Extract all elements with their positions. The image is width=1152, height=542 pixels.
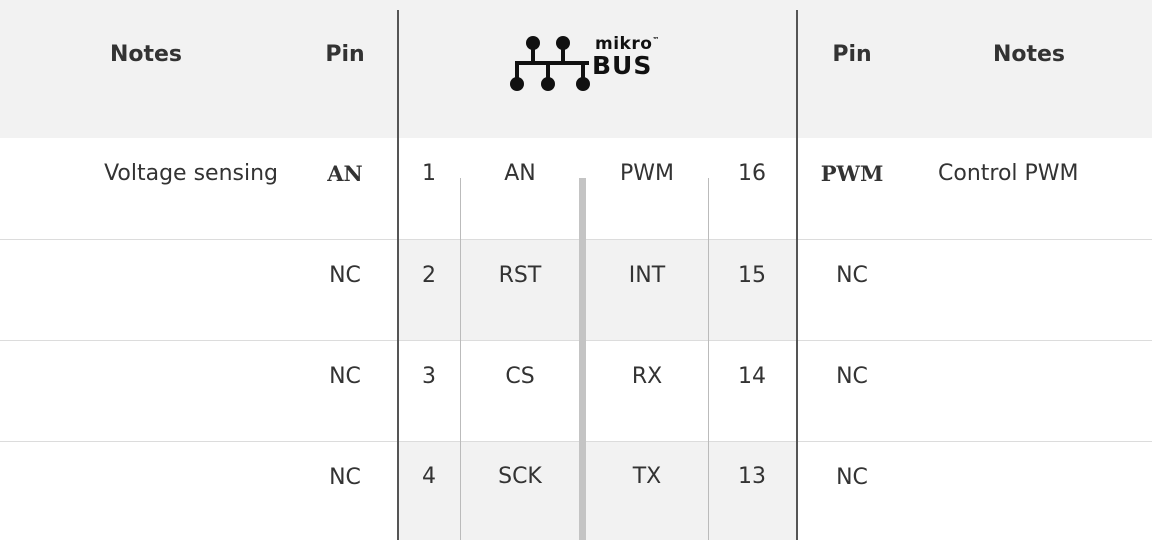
pin-number-right: 15 <box>708 240 796 340</box>
notes-right-cell <box>906 442 1152 542</box>
function-left: SCK <box>460 442 580 540</box>
pin-left-cell: NC <box>329 262 361 288</box>
pin-left-cell: NC <box>329 464 361 490</box>
pin-right-cell: PWM <box>820 160 884 186</box>
column-divider <box>460 178 461 540</box>
header-pin-left: Pin <box>325 41 365 67</box>
column-divider <box>796 10 798 540</box>
notes-left-cell <box>0 341 292 441</box>
row-divider <box>0 239 1152 240</box>
function-right: INT <box>586 240 708 340</box>
pin-number-left: 2 <box>398 240 460 340</box>
header-pin-right: Pin <box>832 41 872 67</box>
pin-number-left: 1 <box>422 160 436 186</box>
pin-left-cell: NC <box>329 363 361 389</box>
pin-right-cell: NC <box>836 363 868 389</box>
function-right: PWM <box>619 160 674 186</box>
pin-right-cell: NC <box>836 464 868 490</box>
pin-left-cell: AN <box>327 160 363 186</box>
mikrobus-center-divider <box>579 178 586 540</box>
pin-number-right: 13 <box>708 442 796 540</box>
function-left: RST <box>460 240 580 340</box>
notes-left-cell <box>0 240 292 340</box>
pin-number-left: 3 <box>422 363 436 389</box>
pin-right-cell: NC <box>836 262 868 288</box>
column-divider <box>397 10 399 540</box>
logo-text-mikro: mikro™ <box>595 34 660 54</box>
mikrobus-logo <box>508 34 678 94</box>
pin-number-right: 14 <box>738 363 766 389</box>
row-divider <box>0 340 1152 341</box>
function-right: RX <box>631 363 663 389</box>
header-notes-left: Notes <box>109 41 183 67</box>
function-right: TX <box>586 442 708 540</box>
notes-left-cell <box>0 442 292 542</box>
table-row <box>0 240 1152 340</box>
table-row <box>0 138 1152 238</box>
header-notes-right: Notes <box>992 41 1066 67</box>
column-divider <box>708 178 709 540</box>
row-divider <box>0 441 1152 442</box>
notes-right-cell: Control PWM <box>938 160 1079 186</box>
function-left: CS <box>505 363 535 389</box>
pin-number-right: 16 <box>738 160 766 186</box>
function-left: AN <box>504 160 536 186</box>
notes-right-cell <box>906 240 1152 340</box>
table-row <box>0 442 1152 540</box>
pin-number-left: 4 <box>398 442 460 540</box>
bus-connector-icon <box>508 34 592 94</box>
table-row <box>0 341 1152 441</box>
notes-left-cell: Voltage sensing <box>104 160 278 186</box>
logo-text-bus: BUS <box>592 51 653 80</box>
notes-right-cell <box>906 341 1152 441</box>
